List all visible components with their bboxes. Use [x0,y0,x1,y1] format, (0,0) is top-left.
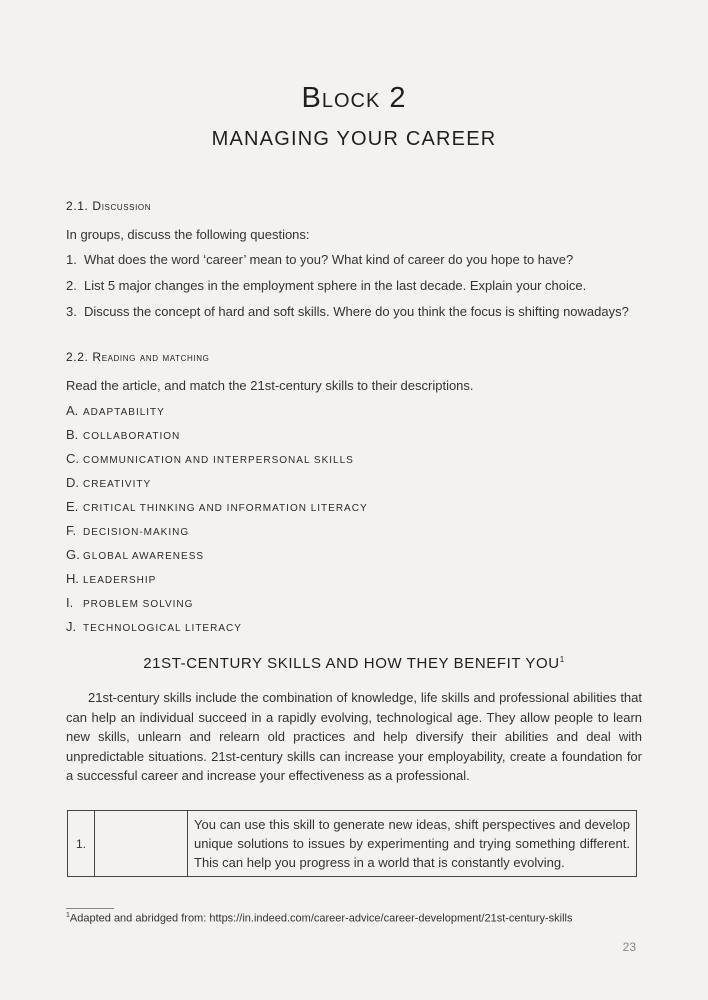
skill-item [66,547,586,571]
skill-letter: B. [66,427,79,442]
skill-letter: E. [66,499,79,514]
skill-item [66,523,586,547]
article-body: 21st-century skills include the combination of knowledge, life skills and professional abilities that can help an individual succeed in a rapidly evolving, technological age. They allow people to learn new skills, unlearn and relearn old practices and help diversify their abilities and deal with unpredictable situations. 21st-century skills can increase your employability, create a foundation for a successful career and increase your effectiveness as a professional. [66,690,642,783]
reading-title: Reading and matching [92,350,210,364]
reading-number: 2.2. [66,350,89,364]
skill-item [66,475,586,499]
skill-name: CREATIVITY [83,479,152,490]
article-footnote-mark: 1 [559,655,565,664]
skill-name: COLLABORATION [83,431,181,442]
skill-letter: G. [66,547,80,562]
question-number: 3. [66,304,77,319]
skill-letter: I. [66,595,74,610]
reading-intro: Read the article, and match the 21st-century skills to their descriptions. [66,378,474,393]
question-item [66,276,634,295]
skill-name: COMMUNICATION AND INTERPERSONAL SKILLS [83,455,354,466]
footnote-divider [66,908,114,909]
question-text: List 5 major changes in the employment sphere in the last decade. Explain your choice. [84,278,587,293]
skill-name: GLOBAL AWARENESS [83,551,205,562]
skill-letter: A. [66,403,79,418]
skill-letter: C. [66,451,79,466]
skill-letter: H. [66,571,79,586]
skill-name: TECHNOLOGICAL LITERACY [83,623,242,634]
discussion-question-list [66,250,634,328]
block-subtitle: MANAGING YOUR CAREER [211,128,497,150]
skill-item [66,403,586,427]
skill-item [66,571,586,595]
article-title [0,655,708,672]
discussion-intro: In groups, discuss the following questions: [66,227,310,242]
matching-table [67,810,637,877]
question-text: Discuss the concept of hard and soft skills. Where do you think the focus is shifting nowadays? [84,304,629,319]
article-title-text: 21ST-CENTURY SKILLS AND HOW THEY BENEFIT YOU [143,655,560,672]
skill-name: ADAPTABILITY [83,407,165,418]
question-number: 1. [66,252,77,267]
skill-name: DECISION-MAKING [83,527,190,538]
skill-name: CRITICAL THINKING AND INFORMATION LITERACY [83,503,368,514]
skills-list [66,403,586,643]
skill-item [66,499,586,523]
table-row [68,811,637,877]
discussion-number: 2.1. [66,199,89,213]
reading-heading [66,350,209,364]
block-title: Block 2 [301,82,407,114]
question-item [66,302,634,321]
skill-name: LEADERSHIP [83,575,157,586]
skill-item [66,595,586,619]
skill-letter: J. [66,619,77,634]
skill-letter: F. [66,523,77,538]
question-number: 2. [66,278,77,293]
skill-name: PROBLEM SOLVING [83,599,194,610]
footnote-text: Adapted and abridged from: https://in.indeed.com/career-advice/career-development/21st-century-skills [69,912,573,925]
row-number: 1. [68,811,95,877]
page-number: 23 [622,940,636,954]
skill-description: You can use this skill to generate new ideas, shift perspectives and develop unique solutions to issues by experimenting and trying something different. This can help you progress in a world that is constantly evolving. [188,811,637,877]
skill-item [66,619,586,643]
discussion-heading [66,199,151,213]
footnote-mark: 1 [66,912,70,919]
discussion-title: Discussion [92,199,152,213]
skill-answer-cell [95,811,188,877]
question-item [66,250,634,269]
footnote [66,912,573,925]
question-text: What does the word ‘career’ mean to you? What kind of career do you hope to have? [84,252,574,267]
skill-item [66,451,586,475]
skill-letter: D. [66,475,79,490]
skill-item [66,427,586,451]
